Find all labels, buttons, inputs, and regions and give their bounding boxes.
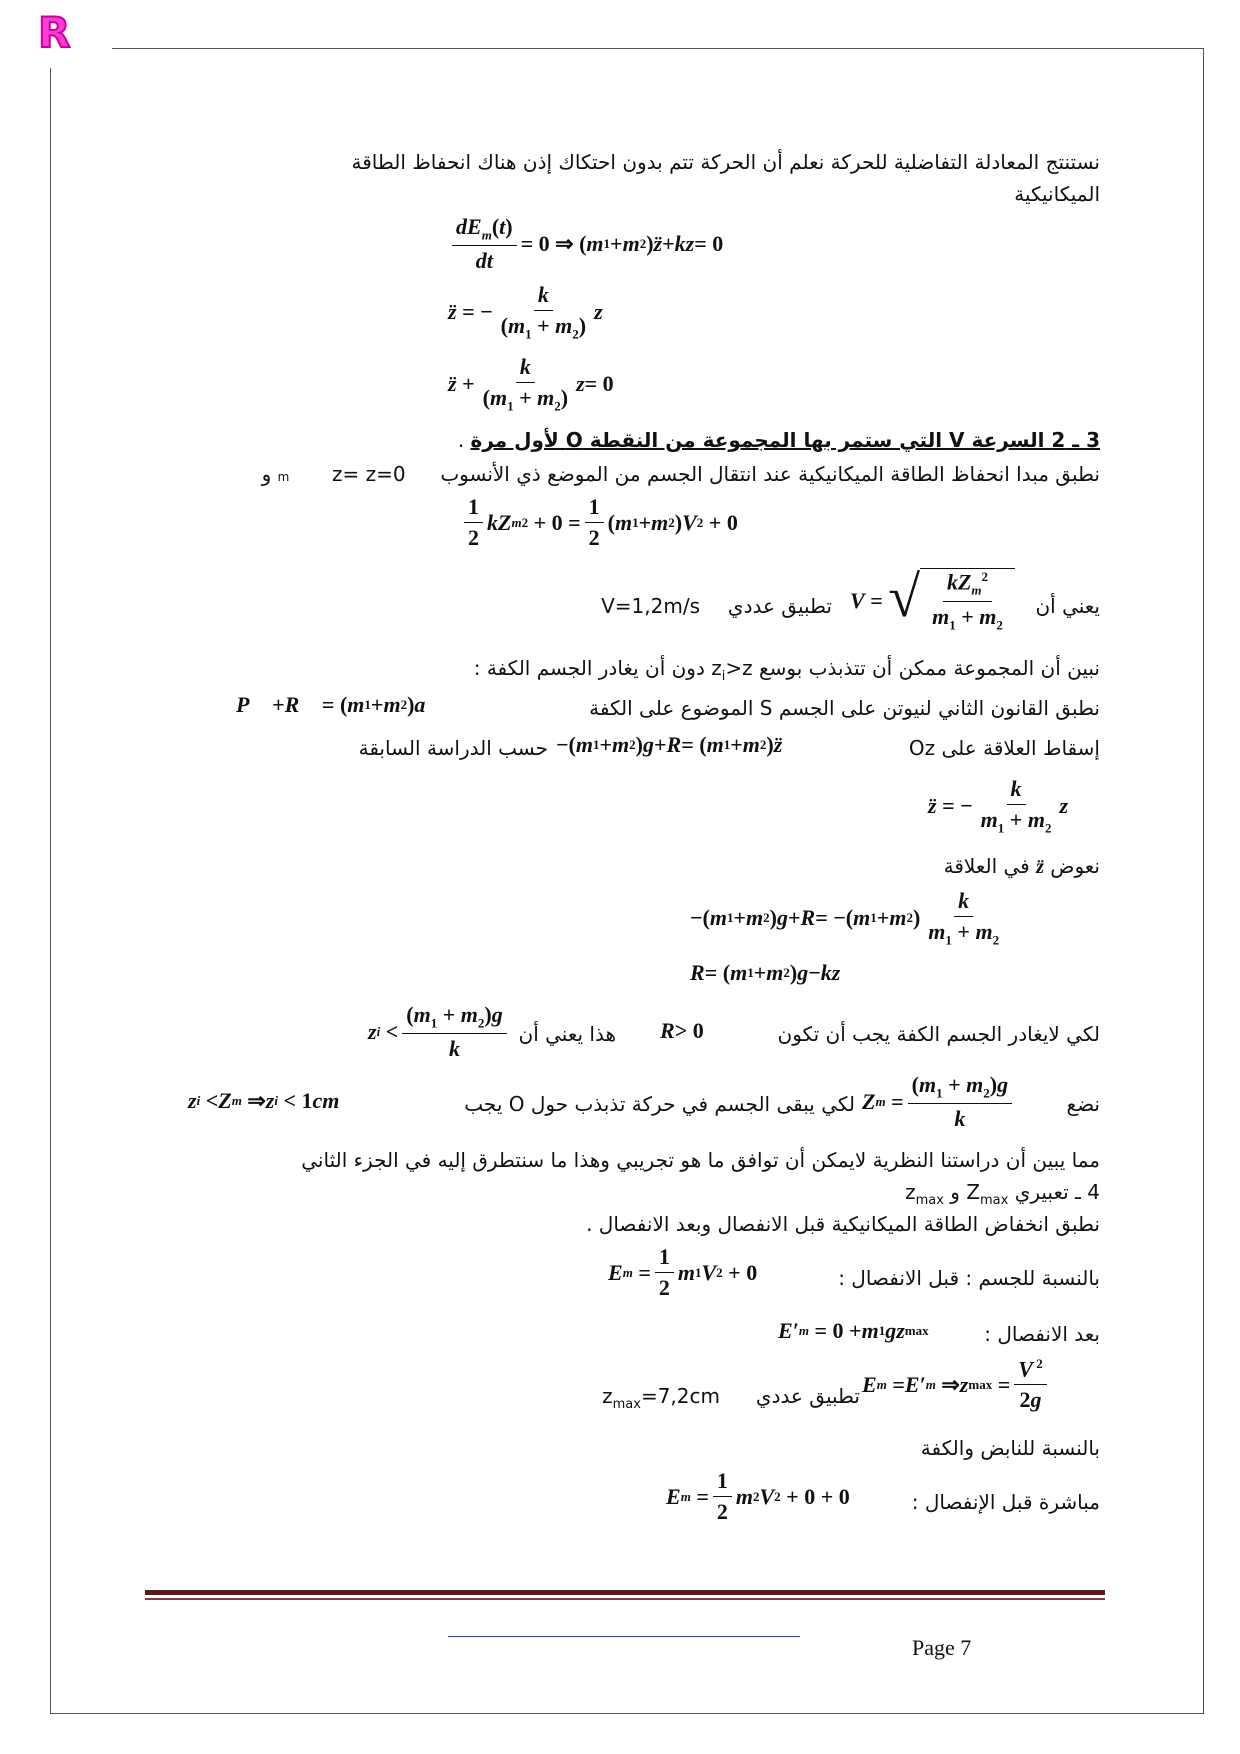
equation-substituted: −( m 1 + m 2 ) g + R = −( m 1 + m 2 ) $\frac{k}{m_1 + m_2}$ [690, 888, 1000, 948]
equation-z-ddot: z̈ = − $\frac{k}{(m_1 + m_2)}$ z [448, 282, 603, 342]
equation-em-after: E′ m = 0 + m 1 gz max [778, 1318, 929, 1343]
energy-z-right: z= [332, 462, 360, 486]
energy-drop-line: نطبق انخفاض الطاقة الميكانيكية قبل الانفصال وبعد الانفصال . [586, 1212, 1100, 1236]
show-inequality: $z_i>z$ [711, 656, 753, 684]
substitute-label: نعوض [1050, 854, 1100, 878]
condition-mid: هذا يعني أن [518, 1022, 616, 1046]
section-title-dot: . [457, 428, 465, 452]
after-separation-line: بعد الانفصال : [984, 1322, 1100, 1346]
equation-r-positive: R > 0 [660, 1018, 704, 1043]
substitute-line [944, 850, 1100, 883]
for-body-line: بالنسبة للجسم : قبل الانفصال : [838, 1266, 1100, 1290]
equation-projection: −( m 1 + m 2 ) g + R = ( m 1 + m 2 ) z̈ [556, 732, 783, 757]
energy-intro-text: نطبق مبدا انحفاظ الطاقة الميكانيكية عند انتقال الجسم من الموضع ذي الأنسوب [440, 462, 1100, 486]
footer-rule-thin [145, 1598, 1105, 1600]
section-4-zmax-lower: $z_{max}$ [905, 1180, 944, 1208]
equation-em-spring: E m = $\frac{1}{2}$ m 2 V 2 + 0 + 0 [666, 1468, 850, 1524]
projection-start: إسقاط العلاقة على Oz [908, 736, 1100, 760]
page-border-right [1203, 48, 1204, 1714]
logo-letter: R [38, 8, 71, 57]
projection-end: حسب الدراسة السابقة [358, 736, 548, 760]
energy-intro-line [262, 458, 1100, 493]
section-4-label: 4 ـ تعبيري [1014, 1180, 1100, 1204]
show-line-text: نبين أن المجموعة ممكن أن تتذبذب بوسع [758, 656, 1100, 680]
numeric-app-label: تطبيق عددي [727, 594, 832, 618]
equation-zi-bound: z i < Z m ⇒ z i < 1 cm [188, 1088, 340, 1113]
equation-zi-condition: z i < $\frac{(m_1 + m_2)g}{k}$ [368, 1002, 511, 1062]
equation-newton-vector: P⃗ + R⃗ = ( m 1 + m 2 ) a⃗ [236, 692, 443, 717]
equation-velocity: V = √ $\frac{kZ_m^2}{m_1 + m_2}$ [850, 568, 1015, 633]
section-4-and: و [950, 1180, 960, 1204]
substitute-end: في العلاقة [943, 854, 1030, 878]
intro-line-2: الميكانيكية [1014, 182, 1100, 206]
footer-link-underline[interactable] [448, 1636, 800, 1637]
theory-vs-experiment: مما يبين أن دراستنا النظرية لايمكن أن توافق ما هو تجريبي وهذا ما سنتطرق إليه في الجزء الثاني [301, 1148, 1100, 1172]
equation-energy-balance: $\frac{1}{2}$ kZ m 2 + 0 = $\frac{1}{2}$ ( m 1 + m 2 ) V 2 + 0 [460, 494, 738, 551]
section-title [458, 424, 1100, 456]
for-spring-line: بالنسبة للنابض والكفة [920, 1436, 1100, 1460]
equation-zm-definition: Z m = $\frac{(m_1 + m_2)g}{k}$ [862, 1072, 1016, 1132]
show-line-end: دون أن يغادر الجسم الكفة : [473, 656, 705, 680]
z-ddot-symbol: z̈ [1036, 856, 1044, 878]
equation-differential: z̈ + $\frac{k}{(m_1 + m_2)}$ z = 0 [448, 354, 614, 414]
energy-z-left: z=0 و [261, 462, 406, 486]
section-title-text: 3 ـ 2 السرعة V التي ستمر بها المجموعة من النقطة O لأول مرة [470, 428, 1100, 452]
equation-reaction: R = ( m 1 + m 2 ) g − kz [690, 960, 841, 985]
show-line [474, 652, 1100, 693]
energy-z-sub: m [277, 470, 290, 484]
zmax-result: $z_{max}=7,2cm$ [602, 1384, 720, 1412]
we-set-label: نضع [1066, 1092, 1100, 1116]
equation-energy-derivative: $\frac{dE_m(t)}{dt}$ = 0 ⇒ ( m 1 + m 2 ) z̈ + kz = 0 [448, 214, 723, 274]
stay-line: لكي يبقى الجسم في حركة تذبذب حول O يجب [464, 1092, 855, 1116]
footer-rule-thick [145, 1590, 1105, 1595]
velocity-result: V=1,2m/s [601, 594, 700, 618]
intro-line-1: نستنتج المعادلة التفاضلية للحركة نعلم أن الحركة تتم بدون احتكاك إذن هناك انحفاظ الطاقة [351, 150, 1100, 174]
page-border-left [50, 68, 51, 1714]
page-number: Page 7 [912, 1635, 972, 1660]
equation-z-ddot-2: z̈ = − $\frac{k}{m_1 + m_2}$ z [928, 776, 1068, 836]
numeric-app-label-2: تطبيق عددي [755, 1384, 860, 1408]
equation-em-before: E m = $\frac{1}{2}$ m 1 V 2 + 0 [608, 1244, 758, 1300]
newton-line: نطبق القانون الثاني لنيوتن على الجسم S الموضوع على الكفة [589, 696, 1100, 720]
condition-line: لكي لايغادر الجسم الكفة يجب أن تكون [777, 1022, 1100, 1046]
page-border-bottom [50, 1713, 1204, 1714]
means-that-label: يعني أن [1035, 594, 1100, 618]
section-4-zmax-upper: $Z_{max}$ [966, 1180, 1009, 1208]
just-before-line: مباشرة قبل الإنفصال : [911, 1490, 1100, 1514]
equation-zmax: E m = E′ m ⇒ z max = $\frac{V ^2}{2g}$ [862, 1356, 1051, 1413]
page-border-top [112, 48, 1204, 49]
